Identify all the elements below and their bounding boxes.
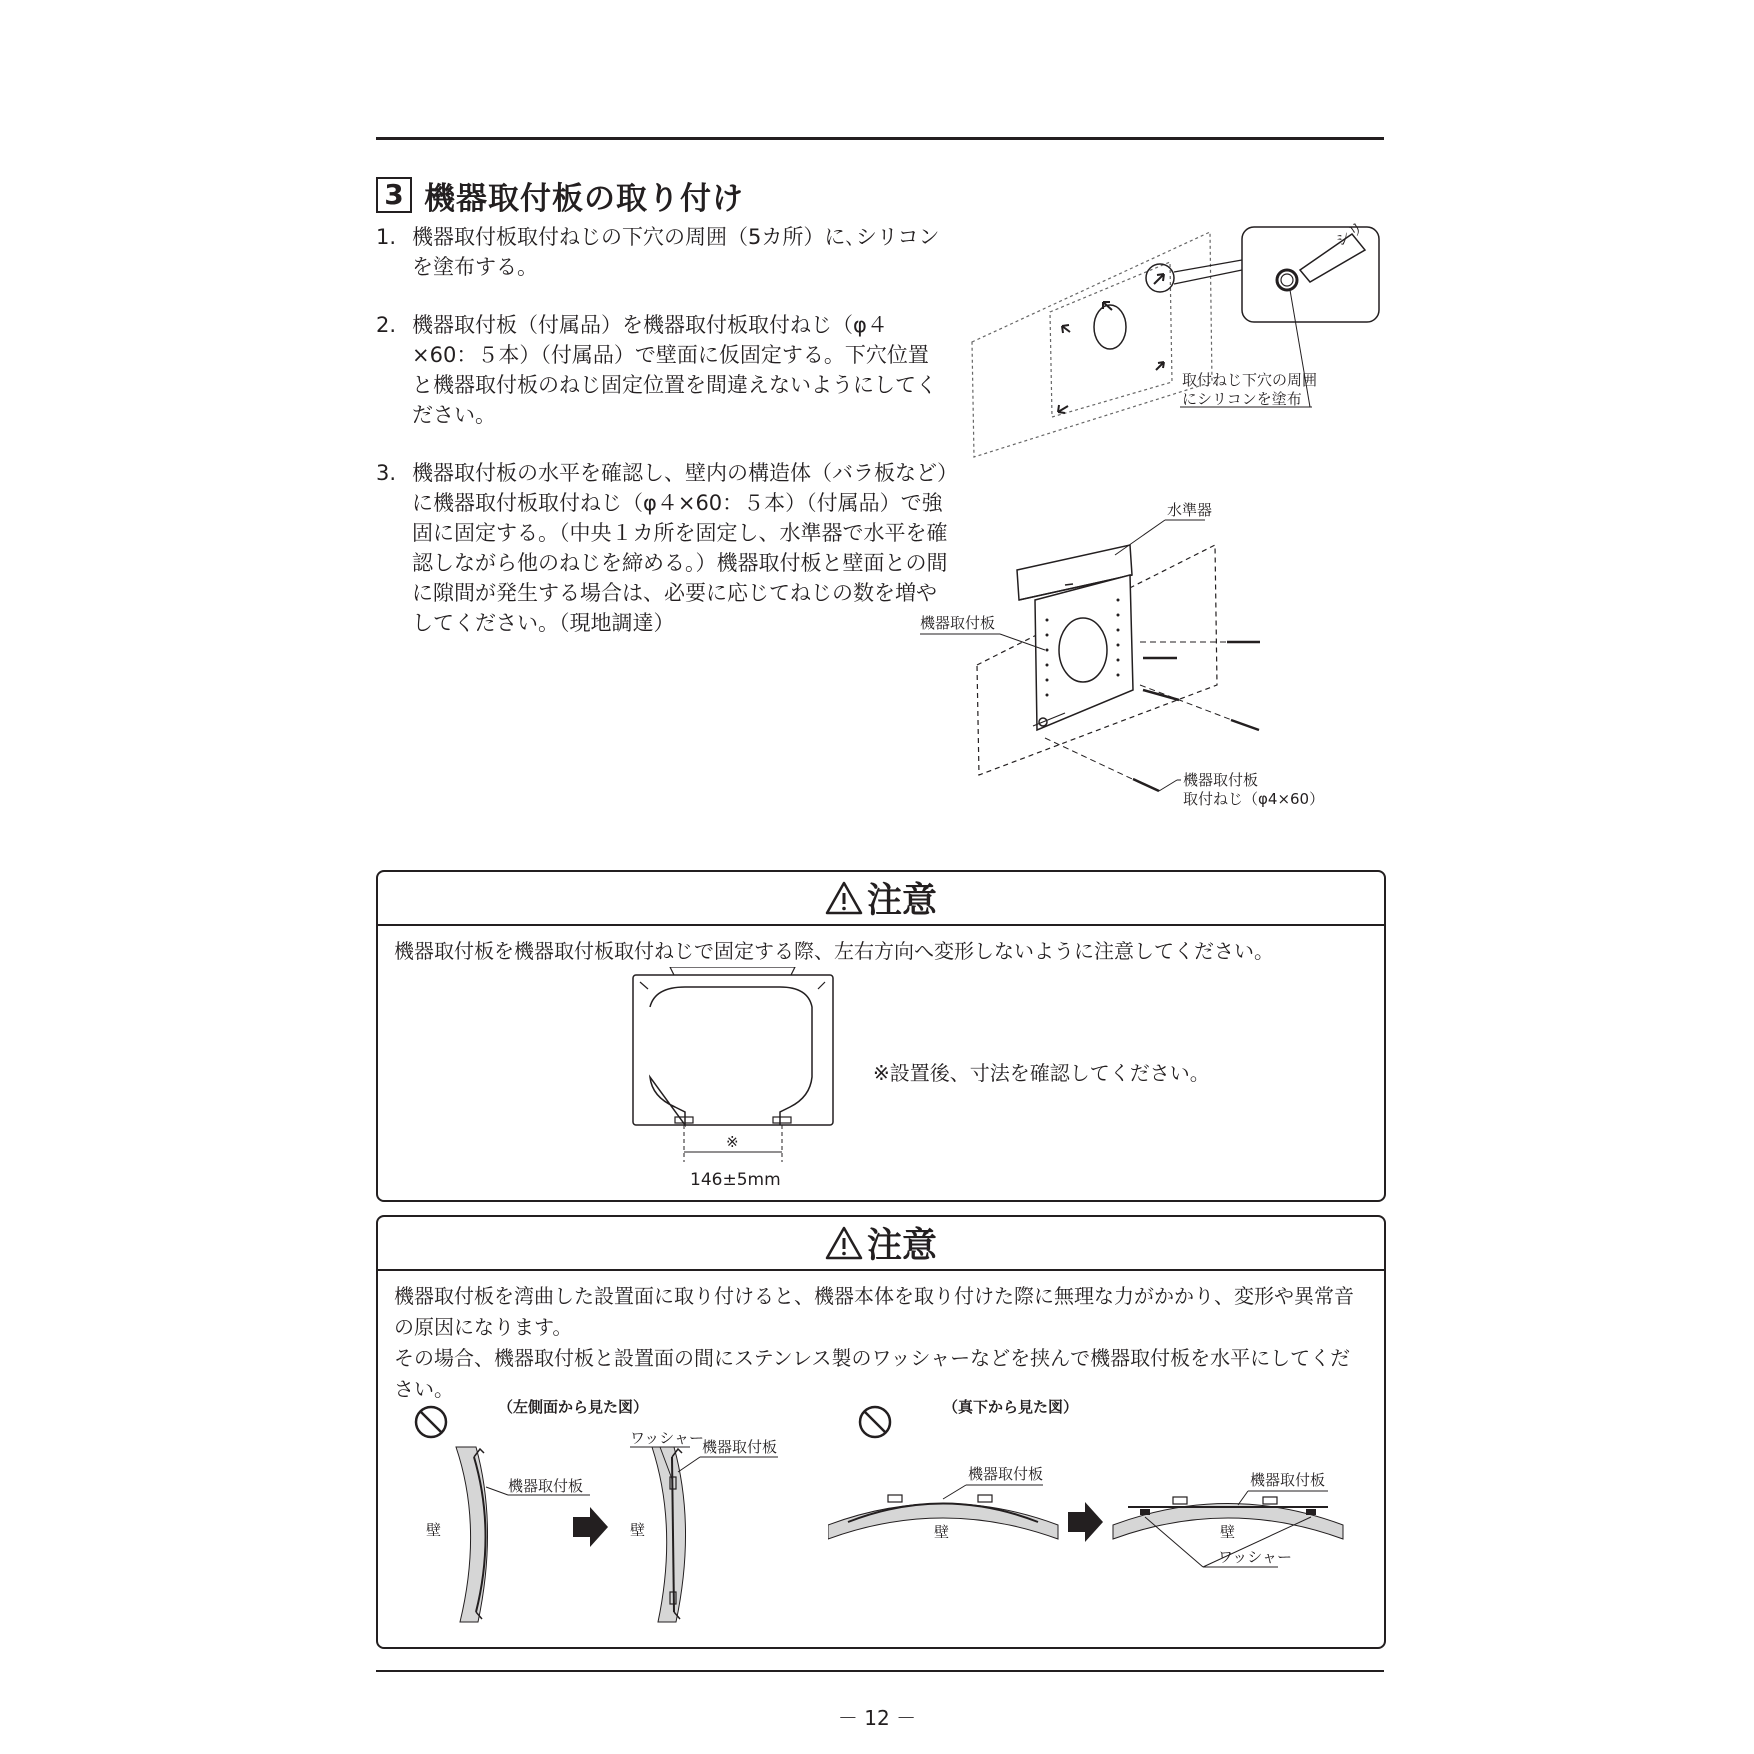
bottom-wall-label-2: 壁 [1220, 1523, 1236, 1541]
caution-title: 注意 [866, 1226, 937, 1266]
side-wall-label: 壁 [426, 1521, 442, 1539]
arrow-right-icon [1068, 1502, 1103, 1542]
caution-title: 注意 [866, 881, 937, 921]
step-item [376, 222, 948, 282]
side-view-caption: （左側面から見た図） [498, 1398, 649, 1416]
dimension-mark: ※ [726, 1133, 739, 1151]
caution-box-1 [376, 870, 1386, 1202]
step-text: 機器取付板（付属品）を機器取付板取付ねじ（φ４×60：５本）（付属品）で壁面に仮固定する。下穴位置と機器取付板のねじ固定位置を間違えないようにしてください。 [412, 313, 937, 427]
caution-text-2: その場合、機器取付板と設置面の間にステンレス製のワッシャーなどを挟んで機器取付板を水平にしてください。 [394, 1346, 1351, 1401]
level-label: 水準器 [1167, 501, 1213, 519]
step-text: 機器取付板取付ねじの下穴の周囲（5カ所）に､シリコンを塗布する。 [412, 225, 940, 279]
warning-icon [825, 881, 863, 915]
level-diagram [915, 490, 1355, 820]
dimension-label: 146±5mm [690, 1170, 781, 1190]
step-list [376, 222, 948, 666]
silicone-label-line1: 取付ねじ下穴の周囲 [1182, 371, 1318, 389]
bottom-plate-label: 機器取付板 [968, 1465, 1044, 1483]
warning-icon [825, 1226, 863, 1260]
caution-text-block [378, 1271, 1384, 1415]
step-number: 3. [376, 461, 397, 485]
screw-label-line1: 機器取付板 [1183, 771, 1259, 789]
step-item [376, 310, 948, 430]
side-view-diagram [398, 1397, 788, 1632]
bottom-rule [376, 1670, 1384, 1672]
arrow-right-icon [573, 1507, 608, 1547]
side-plate-label: 機器取付板 [508, 1477, 584, 1495]
bottom-plate-label-2: 機器取付板 [1250, 1471, 1326, 1489]
side-washer-label: ワッシャー [630, 1429, 704, 1447]
step-text: 機器取付板の水平を確認し、壁内の構造体（バラ板など）に機器取付板取付ねじ（φ４×60：５本）（付属品）で強固に固定する。（中央１カ所を固定し、水準器で水平を確認しながら他のねじを締める。）機器取付板と壁面との間に隙間が発生する場合は、必要に応じてねじの数を増やしてください。（現地調達） [412, 461, 948, 635]
side-wall-label-2: 壁 [630, 1521, 646, 1539]
caution-header [378, 872, 1384, 926]
top-rule [376, 137, 1384, 140]
page-number: － 12 － [837, 1706, 917, 1730]
bottom-view-diagram [828, 1397, 1368, 1587]
caution-header [378, 1217, 1384, 1271]
step-item [376, 458, 948, 638]
bottom-view-caption: （真下から見た図） [943, 1398, 1079, 1416]
caution-text: 機器取付板を機器取付板取付ねじで固定する際、左右方向へ変形しないように注意してください。 [394, 939, 1274, 963]
step-number: 1. [376, 225, 397, 249]
plate-label: 機器取付板 [920, 614, 996, 632]
silicone-label-line2: にシリコンを塗布 [1182, 390, 1302, 408]
silicone-diagram [960, 218, 1390, 472]
step-number: 2. [376, 313, 397, 337]
plate-dimension-diagram [630, 967, 840, 1192]
screw-label-line2: 取付ねじ（φ4×60） [1183, 790, 1325, 808]
side-plate-label-2: 機器取付板 [702, 1438, 778, 1456]
section-number: 3 [376, 177, 412, 213]
section-heading [376, 175, 744, 215]
bottom-wall-label: 壁 [934, 1523, 950, 1541]
bottom-washer-label: ワッシャー [1218, 1548, 1292, 1566]
tube-text: シリ [1331, 218, 1367, 251]
caution-note: ※設置後、寸法を確認してください。 [873, 1061, 1210, 1085]
caution-box-2 [376, 1215, 1386, 1649]
section-title: 機器取付板の取り付け [424, 180, 744, 217]
caution-text-1: 機器取付板を湾曲した設置面に取り付けると、機器本体を取り付けた際に無理な力がかかり、変形や異常音の原因になります。 [394, 1284, 1354, 1339]
